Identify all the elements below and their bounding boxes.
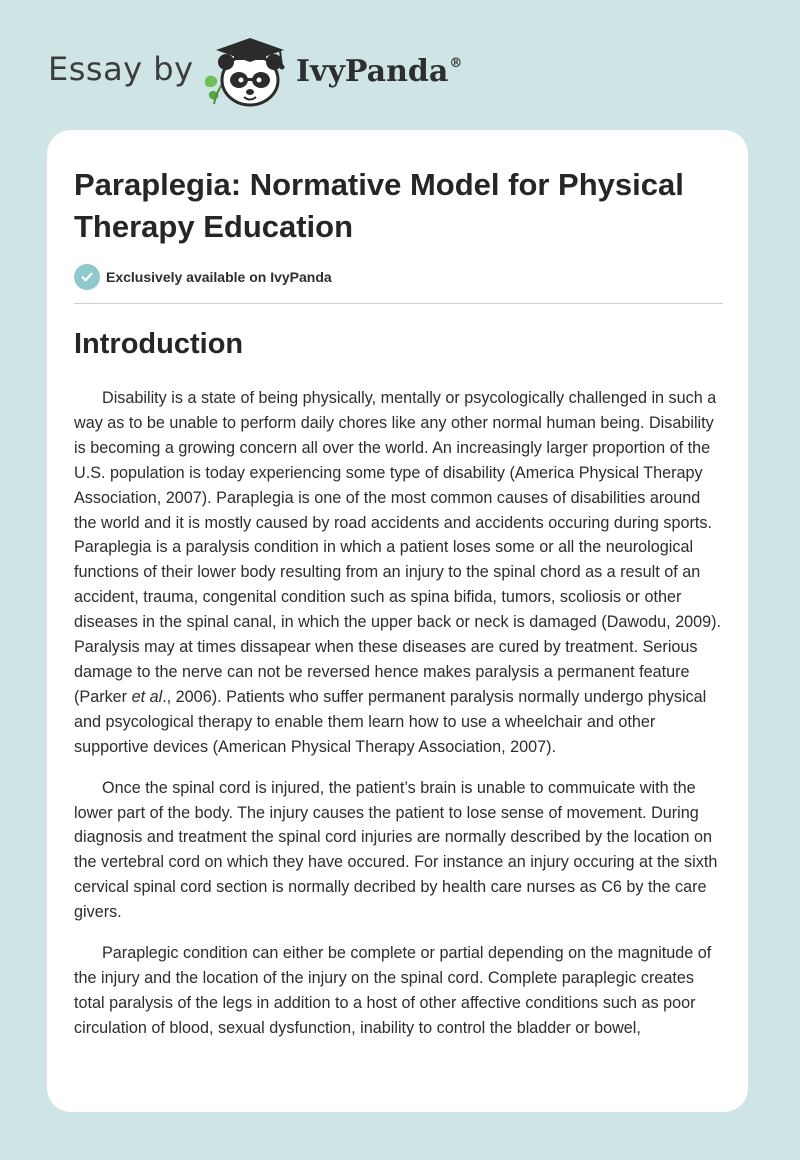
paragraph: Disability is a state of being physically, mentally or psycologically challenged in such a way as to be unable to perform daily chores like any other normal human being. Disability is becoming a growing concern all over the world. An increasingly larger proportion of the U.S. population is today experiencing some type of disability (America Physical Therapy Association, 2007). Paraplegia is one of the most common causes of disabilities around the world and it is mostly caused by road accidents and accidents occuring during sports. Paraplegia is a paralysis condition in which a patient loses some or all the neurological functions of their lower body resulting from an injury to the spinal chord as a result of an accident, trauma, congenital condition such as spina bifida, tumors, scoliosis or other diseases in the spinal canal, in which the upper back or neck is damaged (Dawodu, 2009). Paralysis may at times dissapear when these diseases are cured by treatment. Serious damage to the nerve can not be reversed hence makes paralysis a permanent feature (Parker et al., 2006). Patients who suffer permanent paralysis normally undergo physical and psycological therapy to enable them learn how to use a wheelchair and other supportive devices (American Physical Therapy Association, 2007). bbox=[74, 389, 721, 756]
section-heading: Introduction bbox=[74, 328, 244, 360]
paragraph: Paraplegic condition can either be complete or partial depending on the magnitude of the injury and the location of the injury on the spinal cord. Complete paraplegic creates total paralysis of the legs in addition to a host of other affective conditions such as poor circulation of blood, sexual dysfunction, inability to control the bladder or bowel, bbox=[74, 944, 712, 1037]
essay-by-label: Essay by bbox=[48, 50, 194, 88]
exclusive-badge bbox=[74, 264, 332, 290]
check-circle-icon bbox=[74, 264, 100, 290]
article-body bbox=[74, 386, 725, 1057]
panda-graduate-icon bbox=[200, 34, 296, 110]
page-title: Paraplegia: Normative Model for Physical Therapy Education bbox=[74, 167, 684, 244]
divider bbox=[74, 303, 723, 304]
paragraph: Once the spinal cord is injured, the patient’s brain is unable to commuicate with the lower part of the body. The injury causes the patient to lose sense of movement. During diagnosis and treatment the spinal cord injuries are normally described by the location on the vertebral cord on which they have occured. For instance an injury occuring at the sixth cervical spinal cord section is normally decribed by health care nurses as C6 by the care givers. bbox=[74, 778, 718, 922]
registered-mark: ® bbox=[449, 56, 463, 71]
essay-card bbox=[47, 130, 748, 1112]
brand-name: IvyPanda® bbox=[296, 54, 463, 89]
ivypanda-logo[interactable] bbox=[200, 34, 296, 110]
site-header bbox=[48, 34, 508, 110]
badge-label: Exclusively available on IvyPanda bbox=[106, 269, 332, 285]
